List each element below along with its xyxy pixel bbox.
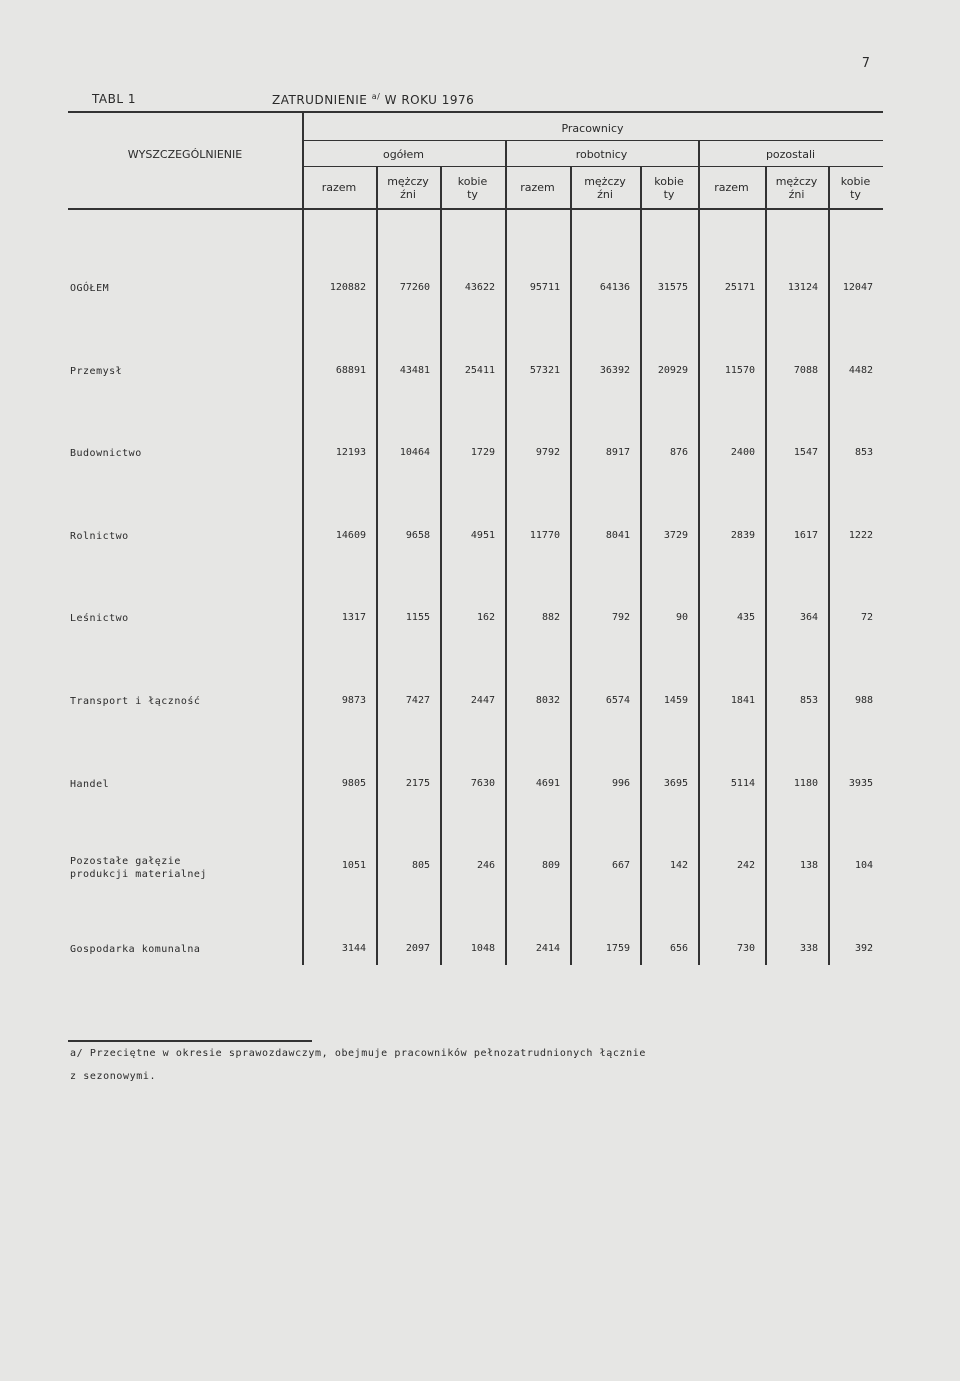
table-cell: 43622 (464, 282, 495, 293)
table-cell: 4951 (470, 530, 495, 541)
footnote-rule (68, 1040, 312, 1042)
table-cell: 8041 (605, 530, 630, 541)
column-header-line: mężczy (387, 175, 429, 188)
table-cell: 1547 (793, 447, 818, 458)
table-cell: 853 (854, 447, 873, 458)
page-number: 7 (862, 56, 870, 71)
column-rule (698, 141, 700, 965)
table-cell: 1729 (470, 447, 495, 458)
table-cell: 142 (669, 860, 688, 871)
title-text: ZATRUDNIENIE (272, 93, 368, 107)
row-label-line: produkcji materialnej (70, 869, 207, 880)
row-label-line: Budownictwo (70, 448, 142, 459)
table-cell: 2097 (405, 943, 430, 954)
row-label (70, 778, 109, 791)
table-cell: 1617 (793, 530, 818, 541)
table-cell: 8032 (535, 695, 560, 706)
table-cell: 809 (541, 860, 560, 871)
table-cell: 36392 (599, 365, 630, 376)
table-cell: 90 (675, 612, 688, 623)
table-cell: 435 (736, 612, 755, 623)
table-cell: 138 (799, 860, 818, 871)
table-cell: 667 (611, 860, 630, 871)
table-label: TABL 1 (92, 92, 136, 106)
column-header-line: kobie (457, 175, 488, 188)
table-cell: 2400 (730, 447, 755, 458)
table-cell: 9873 (341, 695, 366, 706)
table-cell: 2839 (730, 530, 755, 541)
table-cell: 1317 (341, 612, 366, 623)
table-cell: 11770 (529, 530, 560, 541)
title-footnote-mark: a/ (371, 92, 381, 101)
table-cell: 162 (476, 612, 495, 623)
column-header (302, 181, 376, 194)
table-cell: 11570 (724, 365, 755, 376)
table-cell: 43481 (399, 365, 430, 376)
table-cell: 792 (611, 612, 630, 623)
row-label (70, 365, 122, 378)
table-cell: 5114 (730, 778, 755, 789)
table-cell: 1051 (341, 860, 366, 871)
table-cell: 1841 (730, 695, 755, 706)
row-label (70, 855, 207, 881)
table-cell: 1459 (663, 695, 688, 706)
table-cell: 64136 (599, 282, 630, 293)
row-label (70, 943, 200, 956)
subgroup-rule (302, 166, 883, 167)
header-bottom-rule (68, 208, 883, 210)
table-cell: 12047 (842, 282, 873, 293)
table-cell: 656 (669, 943, 688, 954)
table-top-rule (68, 111, 883, 113)
table-title (272, 92, 474, 107)
column-header-line: ty (467, 188, 478, 201)
row-label-line: Leśnictwo (70, 613, 129, 624)
table-cell: 392 (854, 943, 873, 954)
column-header-line: mężczy (584, 175, 626, 188)
table-cell: 3695 (663, 778, 688, 789)
table-cell: 1759 (605, 943, 630, 954)
row-label-line: Przemysł (70, 366, 123, 377)
table-cell: 246 (476, 860, 495, 871)
table-cell: 1048 (470, 943, 495, 954)
table-cell: 10464 (399, 447, 430, 458)
table-cell: 876 (669, 447, 688, 458)
table-cell: 364 (799, 612, 818, 623)
row-label (70, 530, 129, 543)
column-header-line: mężczy (775, 175, 818, 188)
table-cell: 25411 (464, 365, 495, 376)
table-cell: 9792 (535, 447, 560, 458)
column-header (376, 175, 440, 201)
table-cell: 9805 (341, 778, 366, 789)
column-header (640, 175, 698, 201)
table-cell: 805 (411, 860, 430, 871)
column-header (570, 175, 640, 201)
group-rule (302, 140, 883, 141)
table-cell: 338 (799, 943, 818, 954)
column-header-line: źni (788, 188, 805, 201)
table-cell: 14609 (335, 530, 366, 541)
footnote-line-1: a/ Przeciętne w okresie sprawozdawczym, obejmuje pracowników pełnozatrudnionych łącznie (70, 1048, 646, 1059)
table-cell: 853 (799, 695, 818, 706)
row-label-line: Gospodarka komunalna (70, 944, 201, 955)
table-cell: 1155 (405, 612, 430, 623)
table-cell: 3935 (848, 778, 873, 789)
column-header-line: ty (663, 188, 675, 201)
table-cell: 7630 (470, 778, 495, 789)
table-cell: 31575 (657, 282, 688, 293)
table-cell: 4691 (535, 778, 560, 789)
table-cell: 68891 (335, 365, 366, 376)
column-header (698, 181, 765, 194)
title-suffix: W ROKU 1976 (384, 93, 475, 107)
table-cell: 1222 (848, 530, 873, 541)
table-cell: 996 (611, 778, 630, 789)
column-header (765, 175, 828, 201)
column-header-line: źni (400, 188, 416, 201)
column-header-line: razem (321, 181, 357, 194)
table-cell: 13124 (787, 282, 818, 293)
column-header-line: razem (520, 181, 555, 194)
table-cell: 242 (736, 860, 755, 871)
subgroup-pozostali: pozostali (765, 148, 816, 161)
row-label-line: Handel (70, 779, 110, 790)
table-cell: 8917 (605, 447, 630, 458)
table-cell: 7088 (793, 365, 818, 376)
table-cell: 2447 (470, 695, 495, 706)
table-cell: 882 (541, 612, 560, 623)
table-cell: 72 (860, 612, 873, 623)
column-header (440, 175, 505, 201)
table-cell: 3729 (663, 530, 688, 541)
row-label-line: OGÓŁEM (70, 283, 110, 294)
group-header: Pracownicy (561, 122, 624, 135)
table-cell: 57321 (529, 365, 560, 376)
table-cell: 4482 (848, 365, 873, 376)
table-cell: 2414 (535, 943, 560, 954)
subgroup-robotnicy: robotnicy (575, 148, 628, 161)
footnote-line-2: z sezonowymi. (70, 1071, 157, 1082)
column-header-line: razem (714, 181, 749, 194)
column-header-line: ty (850, 188, 861, 201)
row-label-line: Transport i łączność (70, 696, 201, 707)
table-cell: 120882 (329, 282, 366, 293)
column-header-line: kobie (840, 175, 871, 188)
column-rule (505, 141, 507, 965)
table-cell: 77260 (399, 282, 430, 293)
table-cell: 2175 (405, 778, 430, 789)
table-cell: 104 (854, 860, 873, 871)
table-cell: 7427 (405, 695, 430, 706)
table-cell: 988 (854, 695, 873, 706)
row-label-line: Pozostałe gałęzie (70, 856, 181, 867)
table-cell: 25171 (724, 282, 755, 293)
row-label-line: Rolnictwo (70, 531, 129, 542)
subgroup-ogolem: ogółem (382, 148, 425, 161)
stub-header: WYSZCZEGÓLNIENIE (127, 148, 243, 161)
row-label (70, 282, 109, 295)
table-cell: 20929 (657, 365, 688, 376)
row-label (70, 612, 129, 625)
row-label (70, 695, 200, 708)
column-header (828, 175, 883, 201)
row-label (70, 447, 142, 460)
table-cell: 730 (736, 943, 755, 954)
column-header-line: kobie (654, 175, 684, 188)
table-cell: 95711 (529, 282, 560, 293)
table-cell: 3144 (341, 943, 366, 954)
table-cell: 9658 (405, 530, 430, 541)
column-header-line: źni (597, 188, 613, 201)
table-cell: 12193 (335, 447, 366, 458)
table-cell: 1180 (793, 778, 818, 789)
column-header (505, 181, 570, 194)
table-cell: 6574 (605, 695, 630, 706)
